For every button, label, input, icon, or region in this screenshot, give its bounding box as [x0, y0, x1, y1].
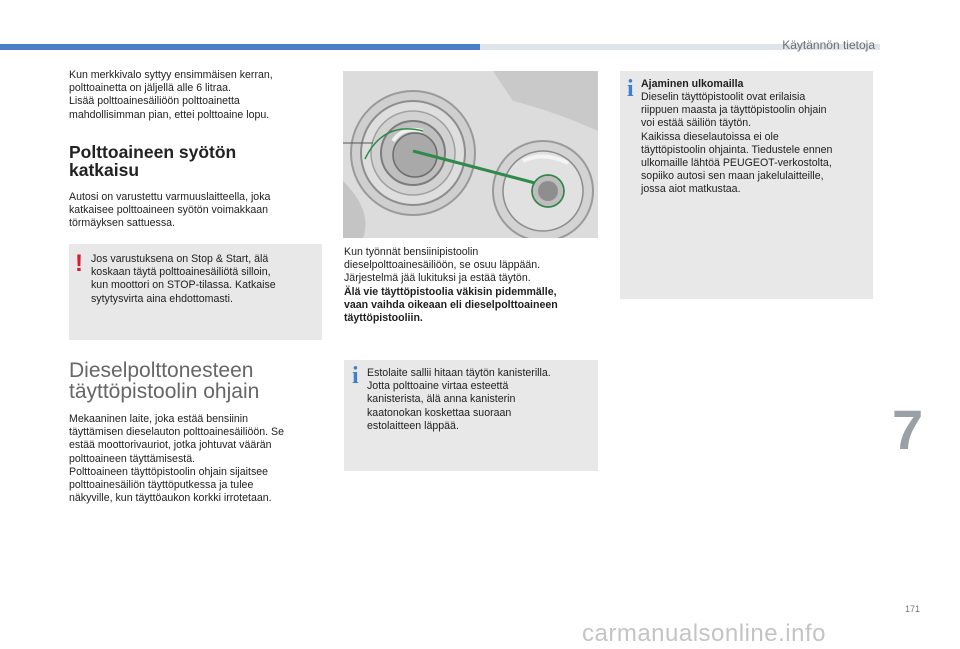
- warning-text: Jos varustuksena on Stop & Start, älä koskaan täytä polttoainesäiliötä silloin, kun moottori on STOP-tilassa. Katkaise sytytysvirta aina ehdottomasti.: [91, 253, 276, 305]
- watermark: carmanualsonline.info: [582, 620, 826, 647]
- heading-misfuel-guide: Dieselpolttonesteen täyttöpistoolin ohjain: [69, 359, 260, 403]
- page-number: 171: [905, 604, 921, 614]
- header-accent-bar: [0, 44, 480, 50]
- section-title: Käytännön tietoja: [782, 38, 875, 52]
- intro-paragraph: Kun merkkivalo syttyy ensimmäisen kerran, polttoainetta on jäljellä alle 6 litraa. Lisää polttoainesäiliöön polttoainetta mahdollisimman pian, ettei polttoaine lopu.: [69, 69, 273, 121]
- warning-box: [69, 244, 322, 340]
- canister-info-box: [344, 360, 598, 471]
- photo-caption: Kun työnnät bensiinipistoolin dieselpolttoainesäiliöön, se osuu läppään. Järjestelmä jää lukituksi ja estää täytön.: [344, 246, 541, 285]
- warning-icon: !: [75, 250, 83, 277]
- cutoff-paragraph: Autosi on varustettu varmuuslaitteella, joka katkaisee polttoaineen syötön voimakkaan törmäyksen sattuessa.: [69, 191, 271, 230]
- chapter-number: 7: [892, 398, 924, 461]
- canister-info-text: Estolaite sallii hitaan täytön kanisterilla. Jotta polttoaine virtaa esteettä kanisterista, älä anna kanisterin kaatonokan koskettaa suoraan estolaitteen läppää.: [367, 367, 551, 432]
- heading-fuel-cutoff: Polttoaineen syötön katkaisu: [69, 142, 237, 180]
- photo-caption-warning: Älä vie täyttöpistoolia väkisin pidemmälle, vaan vaihda oikeaan eli dieselpolttoaineen täyttöpistooliin.: [344, 286, 558, 325]
- abroad-info-title: Ajaminen ulkomailla: [641, 78, 744, 90]
- info-icon: i: [627, 76, 634, 102]
- abroad-info-text: Dieselin täyttöpistoolit ovat erilaisia riippuen maasta ja täyttöpistoolin ohjain voi estää säiliön täytön. Kaikissa dieselautoissa ei ole täyttöpistoolin ohjainta. Tiedustele ennen ulkomaille lähtöä PEUGEOT-verkostolta, sopiiko autosi sen maan jakelulaitteille, jossa aiot matkustaa.: [641, 91, 833, 196]
- guide-paragraph: Mekaaninen laite, joka estää bensiinin täyttämisen dieselauton polttoainesäiliöön. Se estää moottorivauriot, jotka johtuvat väärän polttoaineen täyttämisestä. Polttoaineen täyttöpistoolin ohjain sijaitsee polttoainesäiliön täyttöputkessa ja tulee näkyville, kun täyttöaukon korkki irrotetaan.: [69, 413, 284, 505]
- filler-neck-illustration: [343, 71, 598, 238]
- abroad-info-box: [620, 71, 873, 299]
- filler-neck-photo: [343, 71, 598, 238]
- info-icon: i: [352, 363, 359, 389]
